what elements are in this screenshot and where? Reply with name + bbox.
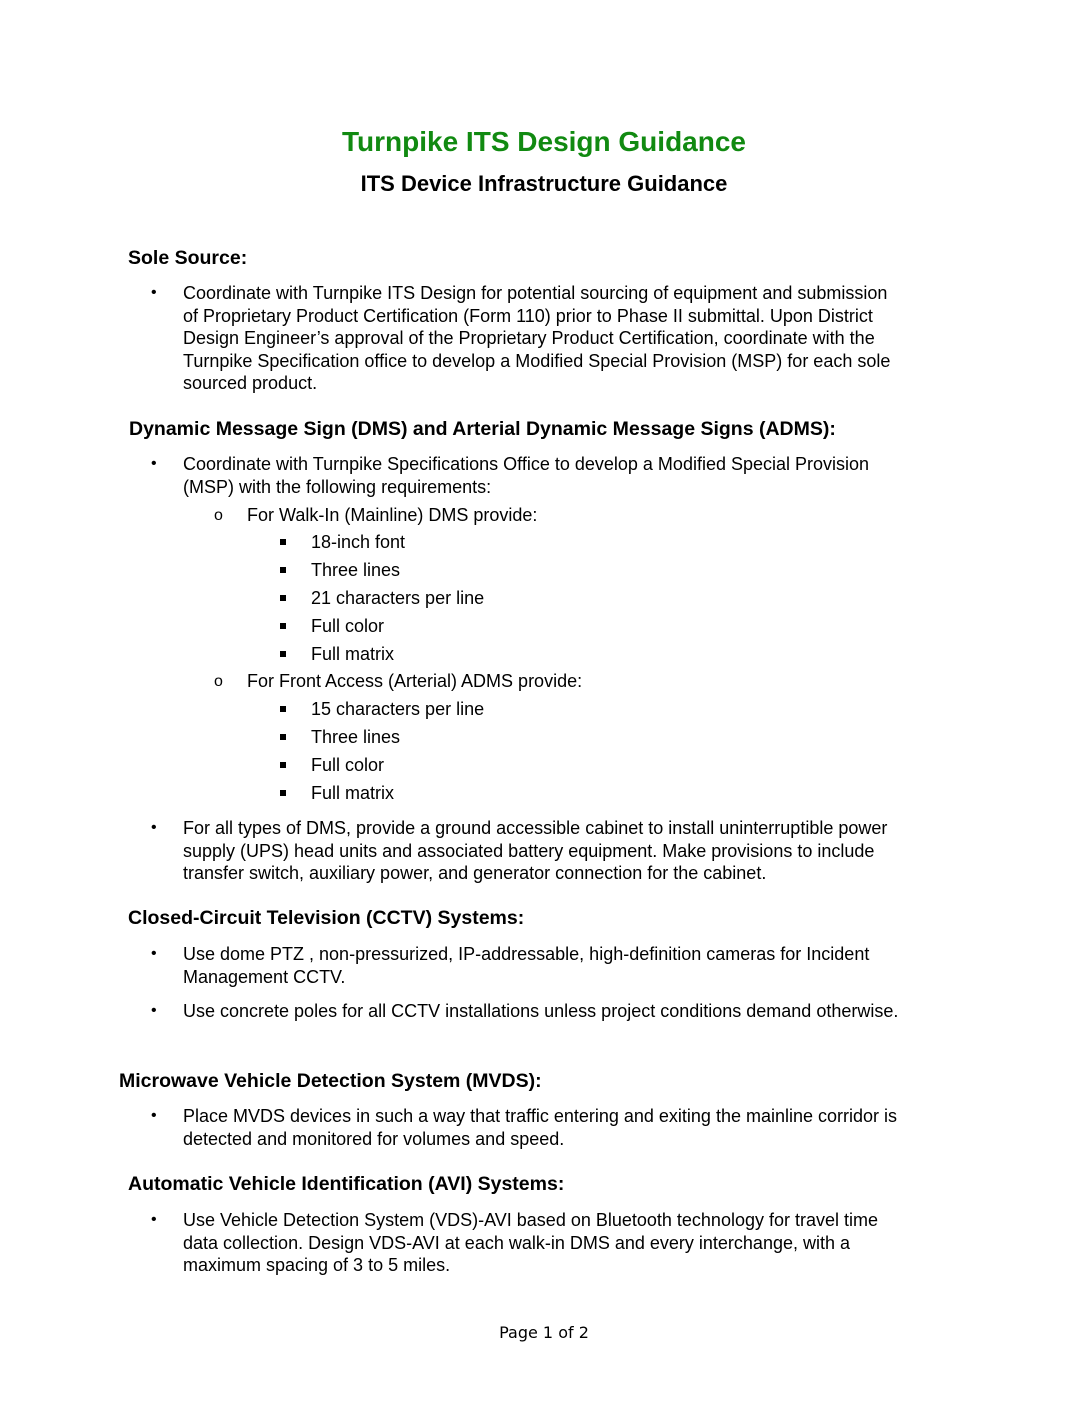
circle-bullet-icon: o: [214, 507, 223, 524]
paragraph-dms-cabinet: For all types of DMS, provide a ground accessible cabinet to install uninterruptible power supply (UPS) head units and associated battery equipment. Make provisions to include transfer switch, auxiliary power, and generator connection for the cabinet.: [183, 818, 888, 883]
square-bullet-icon: [280, 539, 286, 545]
walkin-item: 21 characters per line: [311, 588, 485, 608]
square-bullet-icon: [280, 623, 286, 629]
bullet-icon: •: [151, 1211, 157, 1228]
bullet-icon: •: [151, 284, 157, 301]
document-title: Turnpike ITS Design Guidance: [342, 126, 746, 157]
paragraph-sole-source: Coordinate with Turnpike ITS Design for potential sourcing of equipment and submission of Proprietary Product Certification (Form 110) prior to Phase II submittal. Upon District Design Engineer’s approval of the Proprietary Product Certification, coordinate with the Turnpike Specification office to develop a Modified Special Provision (MSP) for each sole sourced product.: [183, 283, 891, 393]
paragraph-mvds: Place MVDS devices in such a way that traffic entering and exiting the mainline corridor is detected and monitored for volumes and speed.: [183, 1106, 898, 1149]
front-access-item: 15 characters per line: [311, 699, 485, 719]
walkin-item: Full color: [311, 616, 385, 636]
square-bullet-icon: [280, 706, 286, 712]
front-access-item: Full matrix: [311, 783, 395, 803]
paragraph-cctv-poles: Use concrete poles for all CCTV installations unless project conditions demand otherwise.: [183, 1001, 899, 1021]
walkin-item: 18-inch font: [311, 532, 406, 552]
walkin-dms-label: For Walk-In (Mainline) DMS provide:: [247, 505, 538, 525]
heading-sole-source: Sole Source:: [128, 247, 248, 269]
square-bullet-icon: [280, 734, 286, 740]
heading-dms: Dynamic Message Sign (DMS) and Arterial Dynamic Message Signs (ADMS):: [129, 418, 836, 440]
front-access-label: For Front Access (Arterial) ADMS provide:: [247, 671, 583, 691]
bullet-icon: •: [151, 819, 157, 836]
paragraph-avi: Use Vehicle Detection System (VDS)-AVI based on Bluetooth technology for travel time data collection. Design VDS-AVI at each walk-in DMS and every interchange, with a maximum spacing of 3 to 5 miles.: [183, 1210, 879, 1275]
bullet-icon: •: [151, 1002, 157, 1019]
square-bullet-icon: [280, 595, 286, 601]
bullet-icon: •: [151, 1107, 157, 1124]
paragraph-dms-msp: Coordinate with Turnpike Specifications Office to develop a Modified Special Provision (MSP) with the following requirements:: [183, 454, 870, 497]
heading-cctv: Closed-Circuit Television (CCTV) Systems:: [128, 907, 525, 929]
square-bullet-icon: [280, 567, 286, 573]
walkin-item: Full matrix: [311, 644, 395, 664]
bullet-icon: •: [151, 945, 157, 962]
heading-avi: Automatic Vehicle Identification (AVI) Systems:: [128, 1173, 565, 1195]
square-bullet-icon: [280, 762, 286, 768]
page-number: Page 1 of 2: [499, 1323, 589, 1342]
document-subtitle: ITS Device Infrastructure Guidance: [360, 171, 728, 196]
front-access-item: Three lines: [311, 727, 401, 747]
square-bullet-icon: [280, 651, 286, 657]
walkin-item: Three lines: [311, 560, 401, 580]
square-bullet-icon: [280, 790, 286, 796]
paragraph-cctv-cameras: Use dome PTZ , non-pressurized, IP-addressable, high-definition cameras for Incident Management CCTV.: [183, 944, 870, 987]
circle-bullet-icon: o: [214, 673, 223, 690]
heading-mvds: Microwave Vehicle Detection System (MVDS):: [119, 1070, 542, 1092]
bullet-icon: •: [151, 455, 157, 472]
front-access-item: Full color: [311, 755, 385, 775]
